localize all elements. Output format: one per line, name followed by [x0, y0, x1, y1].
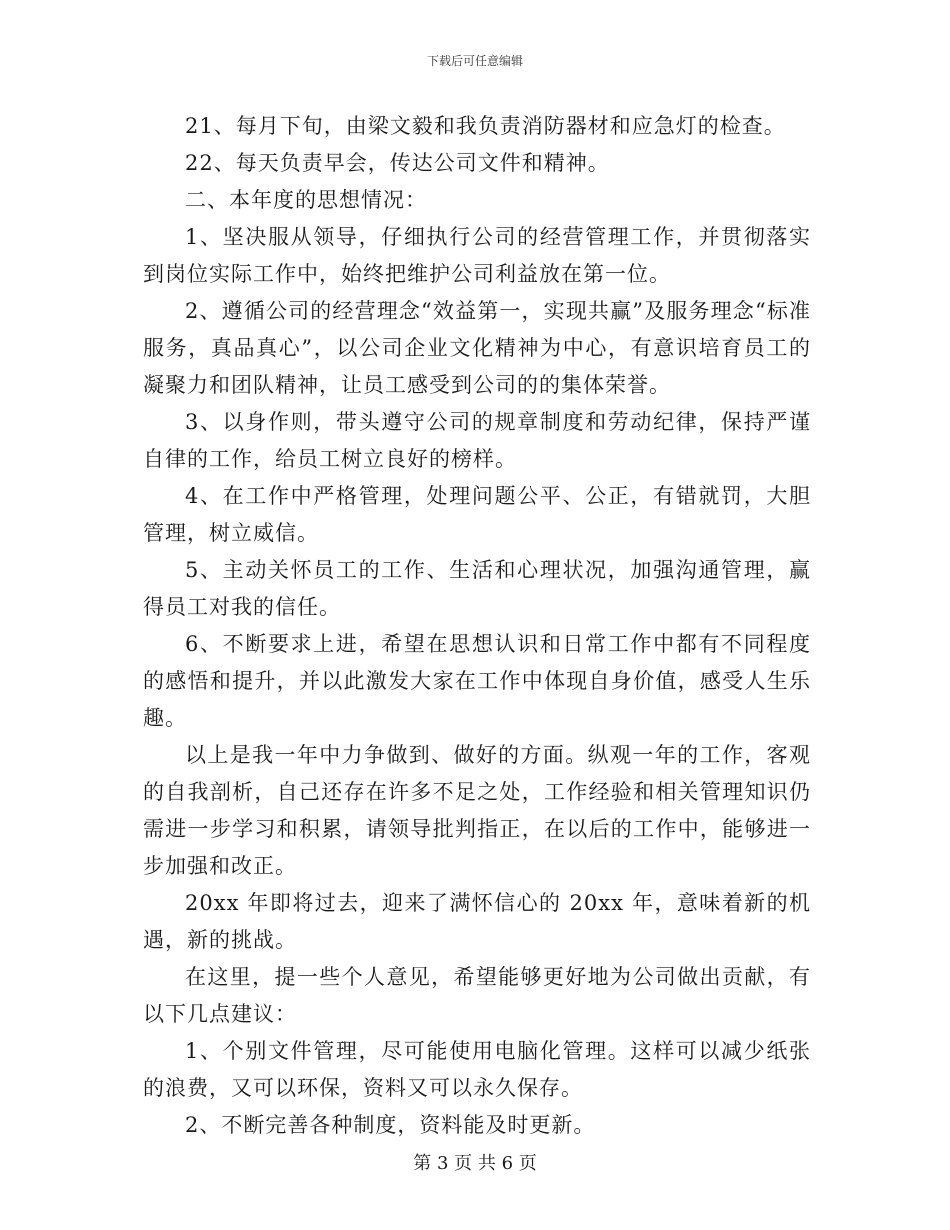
paragraph: 2、遵循公司的经营理念“效益第一，实现共赢”及服务理念“标准服务，真品真心”，以公司企业文化精神为中心，有意识培育员工的凝聚力和团队精神，让员工感受到公司的的集体荣誉。	[143, 299, 811, 397]
page-number: 第 3 页 共 6 页	[413, 1153, 537, 1174]
page-header: 下载后可任意编辑	[426, 54, 523, 68]
paragraph: 5、主动关怀员工的工作、生活和心理状况，加强沟通管理，赢得员工对我的信任。	[143, 558, 811, 619]
paragraph: 以上是我一年中力争做到、做好的方面。纵观一年的工作，客观的自我剖析，自己还存在许多不足之处，工作经验和相关管理知识仍需进一步学习和积累，请领导批判指正，在以后的工作中，能够进一步加强和改正。	[143, 743, 811, 878]
paragraph: 1、坚决服从领导，仔细执行公司的经营管理工作，并贯彻落实到岗位实际工作中，始终把维护公司利益放在第一位。	[143, 225, 811, 286]
paragraph: 4、在工作中严格管理，处理问题公平、公正，有错就罚，大胆管理，树立威信。	[143, 484, 811, 545]
paragraph: 1、个别文件管理，尽可能使用电脑化管理。这样可以减少纸张的浪费，又可以环保，资料又可以永久保存。	[143, 1039, 811, 1100]
paragraph: 21、每月下旬，由梁文毅和我负责消防器材和应急灯的检查。	[185, 114, 786, 138]
paragraph: 在这里，提一些个人意见，希望能够更好地为公司做出贡献，有以下几点建议：	[143, 965, 811, 1026]
paragraph: 20xx 年即将过去，迎来了满怀信心的 20xx 年，意味着新的机遇，新的挑战。	[143, 891, 811, 952]
section-heading: 二、本年度的思想情况：	[185, 188, 427, 212]
paragraph: 2、不断完善各种制度，资料能及时更新。	[185, 1113, 596, 1137]
paragraph: 3、以身作则，带头遵守公司的规章制度和劳动纪律，保持严谨自律的工作，给员工树立良好的榜样。	[143, 410, 811, 471]
paragraph: 22、每天负责早会，传达公司文件和精神。	[185, 151, 610, 175]
paragraph: 6、不断要求上进，希望在思想认识和日常工作中都有不同程度的感悟和提升，并以此激发大家在工作中体现自身价值，感受人生乐趣。	[143, 632, 811, 730]
document-body	[143, 108, 811, 1144]
